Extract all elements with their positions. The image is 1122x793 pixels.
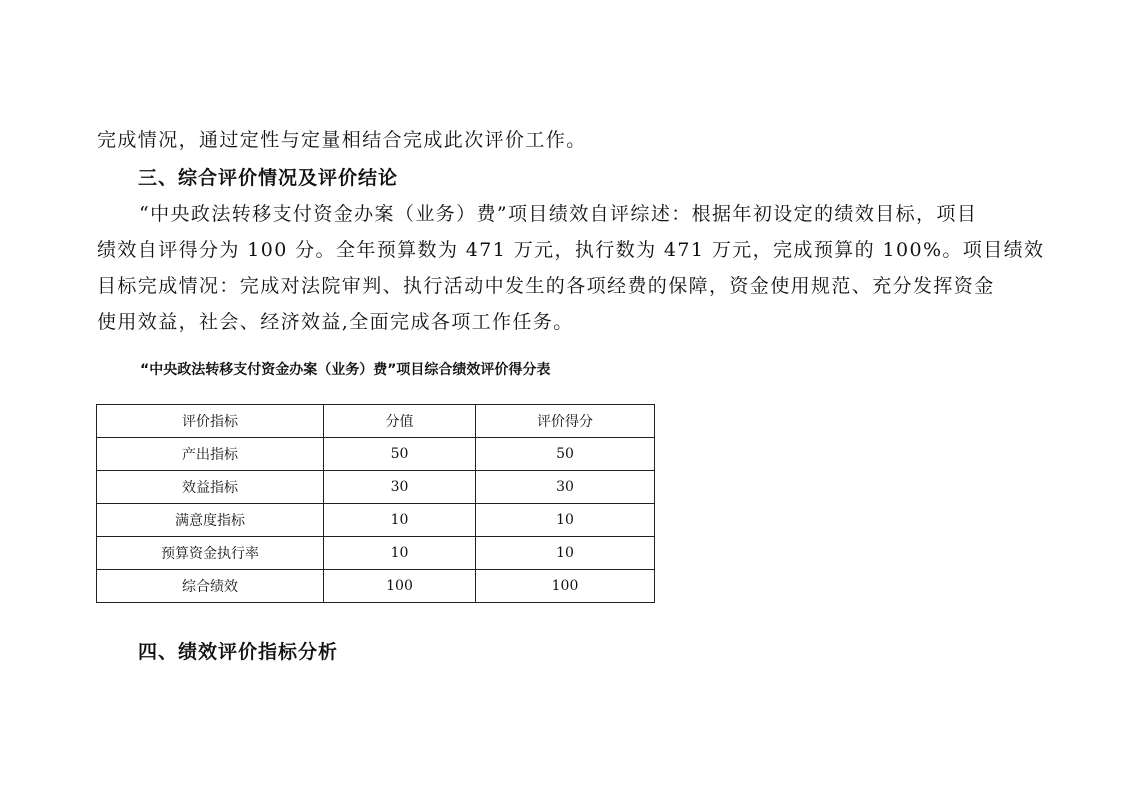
table-cell: 综合绩效 — [97, 570, 324, 603]
table-cell: 30 — [476, 471, 655, 504]
table-cell: 预算资金执行率 — [97, 537, 324, 570]
table-cell: 100 — [476, 570, 655, 603]
table-cell: 10 — [476, 504, 655, 537]
section-4-heading: 四、绩效评价指标分析 — [138, 641, 339, 663]
score-table — [96, 404, 655, 603]
header-cell-score: 评价得分 — [476, 405, 655, 438]
table-row — [97, 537, 655, 570]
table-cell: 30 — [324, 471, 476, 504]
table-cell: 50 — [324, 438, 476, 471]
header-cell-weight: 分值 — [324, 405, 476, 438]
table-cell: 满意度指标 — [97, 504, 324, 537]
section-3-paragraph-line-4: 使用效益，社会、经济效益,全面完成各项工作任务。 — [97, 311, 574, 333]
table-cell: 10 — [324, 504, 476, 537]
section-3-paragraph-line-2: 绩效自评得分为 100 分。全年预算数为 471 万元，执行数为 471 万元，完成预算的 100%。项目绩效 — [97, 239, 1045, 261]
table-cell: 100 — [324, 570, 476, 603]
section-3-heading: 三、综合评价情况及评价结论 — [138, 167, 399, 189]
table-cell: 50 — [476, 438, 655, 471]
table-caption: “中央政法转移支付资金办案（业务）费”项目综合绩效评价得分表 — [140, 362, 551, 378]
table-cell: 10 — [324, 537, 476, 570]
continued-paragraph-line: 完成情况，通过定性与定量相结合完成此次评价工作。 — [97, 129, 587, 151]
table-cell: 10 — [476, 537, 655, 570]
header-cell-indicator: 评价指标 — [97, 405, 324, 438]
table-row — [97, 438, 655, 471]
table-header-row — [97, 405, 655, 438]
table-row — [97, 570, 655, 603]
section-3-paragraph-line-1: “中央政法转移支付资金办案（业务）费”项目绩效自评综述：根据年初设定的绩效目标，项目 — [139, 203, 978, 225]
table-cell: 产出指标 — [97, 438, 324, 471]
table-row — [97, 504, 655, 537]
table-cell: 效益指标 — [97, 471, 324, 504]
table-row — [97, 471, 655, 504]
section-3-paragraph-line-3: 目标完成情况：完成对法院审判、执行活动中发生的各项经费的保障，资金使用规范、充分发挥资金 — [97, 275, 995, 297]
